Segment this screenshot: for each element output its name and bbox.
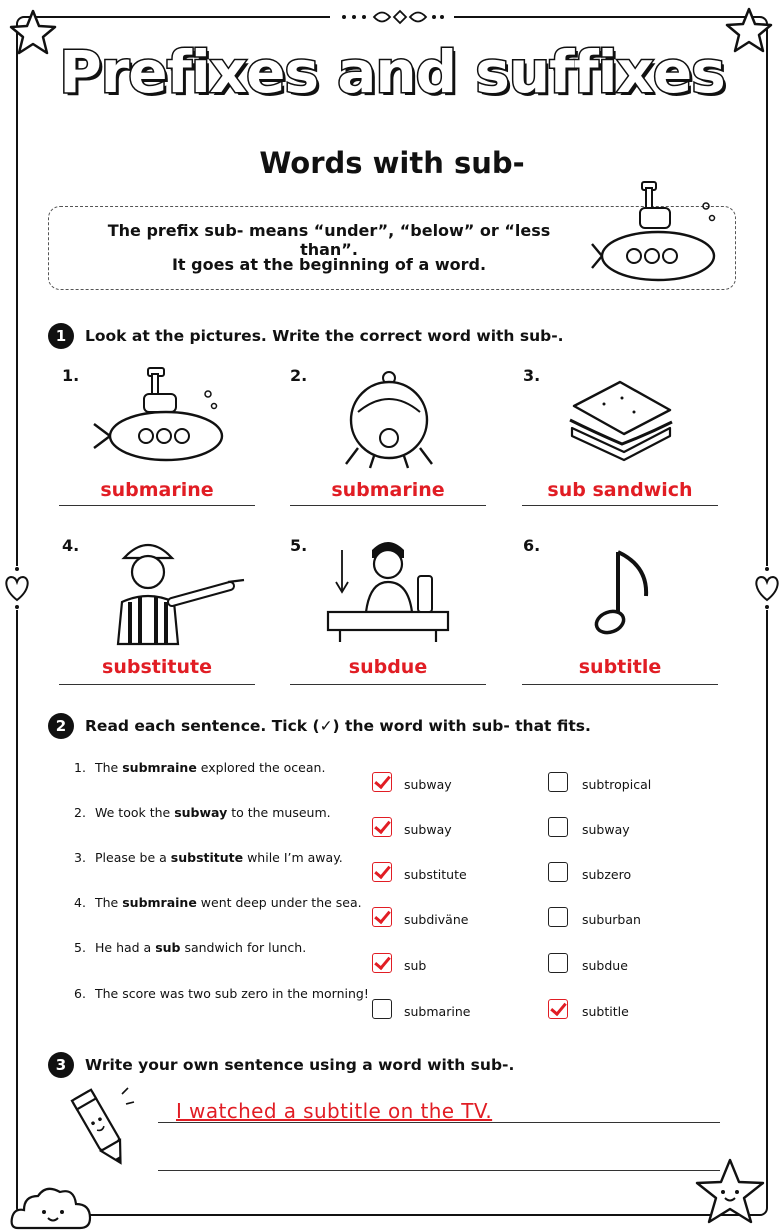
checkbox[interactable] bbox=[548, 817, 568, 837]
option-label: suburban bbox=[582, 912, 641, 927]
section-2-number: 2 bbox=[48, 713, 74, 739]
top-ornament-icon bbox=[330, 6, 454, 28]
item-number: 1. bbox=[62, 366, 80, 385]
definition-line-1: The prefix sub- means “under”, “below” or “less than”. bbox=[107, 221, 551, 259]
option-label: subway bbox=[404, 777, 452, 792]
section-2-instruction: Read each sentence. Tick (✓) the word with sub- that fits. bbox=[85, 717, 591, 735]
sentence: 5. He had a sub sandwich for lunch. bbox=[74, 940, 307, 955]
answer-text: submarine bbox=[100, 479, 214, 501]
item-number: 2. bbox=[290, 366, 308, 385]
referee-icon bbox=[110, 532, 250, 648]
item-number: 3. bbox=[523, 366, 541, 385]
checkbox-checked[interactable] bbox=[372, 817, 392, 837]
diving-bell-icon bbox=[336, 364, 442, 472]
option-label: substitute bbox=[404, 867, 467, 882]
section-1-number: 1 bbox=[48, 323, 74, 349]
sentence: 4. The submraine went deep under the sea. bbox=[74, 895, 362, 910]
option-label: subdiväne bbox=[404, 912, 469, 927]
section-1-instruction: Look at the pictures. Write the correct word with sub-. bbox=[85, 327, 564, 345]
answer-text: submarine bbox=[331, 479, 445, 501]
option-label: subdue bbox=[582, 958, 628, 973]
option-label: subtropical bbox=[582, 777, 652, 792]
option-label: subway bbox=[404, 822, 452, 837]
answer-line[interactable] bbox=[522, 684, 718, 685]
section-3-number: 3 bbox=[48, 1052, 74, 1078]
answer-line[interactable] bbox=[290, 684, 486, 685]
sentence: 2. We took the subway to the museum. bbox=[74, 805, 331, 820]
answer-line[interactable] bbox=[59, 684, 255, 685]
answer-text: subtitle bbox=[578, 656, 662, 678]
sandwich-icon bbox=[564, 376, 676, 466]
option-label: subway bbox=[582, 822, 630, 837]
answer-line[interactable] bbox=[59, 505, 255, 506]
option-label: subtitle bbox=[582, 1004, 629, 1019]
answer-line[interactable] bbox=[290, 505, 486, 506]
heart-icon bbox=[752, 566, 782, 610]
smiling-star-icon bbox=[692, 1156, 768, 1228]
music-note-icon bbox=[588, 546, 658, 638]
checkbox-checked[interactable] bbox=[372, 907, 392, 927]
section-3-instruction: Write your own sentence using a word with sub-. bbox=[85, 1056, 515, 1074]
checkbox-checked[interactable] bbox=[372, 772, 392, 792]
item-number: 5. bbox=[290, 536, 308, 555]
checkbox[interactable] bbox=[548, 772, 568, 792]
section-1-heading bbox=[48, 323, 564, 349]
item-number: 6. bbox=[523, 536, 541, 555]
answer-text: substitute bbox=[102, 656, 212, 678]
section-3-heading bbox=[48, 1052, 514, 1078]
checkbox-checked[interactable] bbox=[372, 862, 392, 882]
checkbox-checked[interactable] bbox=[548, 999, 568, 1019]
item-number: 4. bbox=[62, 536, 80, 555]
checkbox-checked[interactable] bbox=[372, 953, 392, 973]
checkbox[interactable] bbox=[548, 862, 568, 882]
submarine-icon bbox=[588, 178, 724, 290]
sentence: 1. The submraine explored the ocean. bbox=[74, 760, 326, 775]
answer-line[interactable] bbox=[522, 505, 718, 506]
writing-line[interactable] bbox=[158, 1122, 720, 1123]
answer-text: subdue bbox=[348, 656, 428, 678]
own-sentence-answer: I watched a subtitle on the TV. bbox=[176, 1099, 493, 1123]
definition-line-2: It goes at the beginning of a word. bbox=[171, 255, 487, 274]
section-2-heading bbox=[48, 713, 591, 739]
sentence: 3. Please be a substitute while I’m away. bbox=[74, 850, 343, 865]
sentence: 6. The score was two sub zero in the morning! bbox=[74, 986, 369, 1001]
heart-icon bbox=[2, 566, 32, 610]
option-label: sub bbox=[404, 958, 427, 973]
cloud-face-icon bbox=[10, 1168, 94, 1232]
writing-line[interactable] bbox=[158, 1170, 720, 1171]
checkbox[interactable] bbox=[548, 907, 568, 927]
pencil-icon bbox=[66, 1084, 136, 1174]
page-title: Prefixes and suffixes bbox=[59, 38, 725, 106]
answer-text: sub sandwich bbox=[547, 479, 693, 501]
option-label: submarine bbox=[404, 1004, 471, 1019]
submarine-icon bbox=[88, 364, 228, 472]
checkbox[interactable] bbox=[548, 953, 568, 973]
option-label: subzero bbox=[582, 867, 632, 882]
boy-writing-icon bbox=[326, 532, 452, 644]
checkbox[interactable] bbox=[372, 999, 392, 1019]
page-subtitle: Words with sub- bbox=[259, 146, 525, 180]
